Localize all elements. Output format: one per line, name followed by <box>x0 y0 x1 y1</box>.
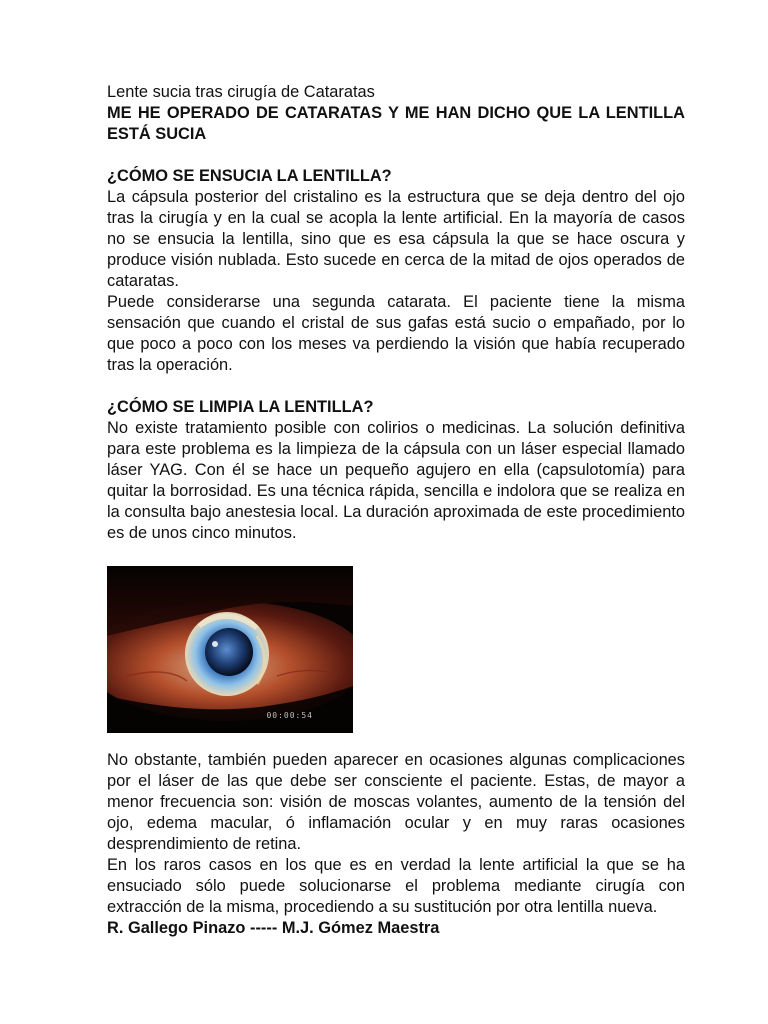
main-title: ME HE OPERADO DE CATARATAS Y ME HAN DICHO QUE LA LENTILLA ESTÁ SUCIA <box>107 104 685 143</box>
paragraph-complicaciones: No obstante, también pueden aparecer en ocasiones algunas complicaciones por el láser de las que debe ser consciente el paciente. Estas, de mayor a menor frecuencia son: visión de moscas volantes, aumento de la tensión del ojo, edema macular, ó inflamación ocular y en muy raras ocasiones desprendimiento de retina. <box>107 751 685 853</box>
section-heading-ensucia: ¿CÓMO SE ENSUCIA LA LENTILLA? <box>107 167 392 185</box>
photo-timestamp: 00:00:54 <box>266 711 313 720</box>
paragraph-capsula: La cápsula posterior del cristalino es la estructura que se deja dentro del ojo tras la cirugía y en la cual se acopla la lente artificial. En la mayoría de casos no se ensucia la lentilla, sino que es esa cápsula la que se hace oscura y produce visión nublada. Esto sucede en cerca de la mitad de ojos operados de cataratas. <box>107 188 685 290</box>
spacer <box>107 376 685 397</box>
authors: R. Gallego Pinazo ----- M.J. Gómez Maestra <box>107 919 440 937</box>
paragraph-cirugia: En los raros casos en los que es en verdad la lente artificial la que se ha ensuciado sólo puede solucionarse el problema mediante cirugía con extracción de la misma, procediendo a su sustitución por otra lentilla nueva. <box>107 856 685 916</box>
spacer <box>107 145 685 166</box>
paragraph-tratamiento: No existe tratamiento posible con colirios o medicinas. La solución definitiva para este problema es la limpieza de la cápsula con un láser especial llamado láser YAG. Con él se hace un pequeño agujero en ella (capsulotomía) para quitar la borrosidad. Es una técnica rápida, sencilla e indolora que se realiza en la consulta bajo anestesia local. La duración aproximada de este procedimiento es de unos cinco minutos. <box>107 419 685 542</box>
eye-photo <box>107 566 353 733</box>
document-page <box>107 82 685 939</box>
header-line: Lente sucia tras cirugía de Cataratas <box>107 83 375 101</box>
paragraph-segunda-catarata: Puede considerarse una segunda catarata. El paciente tiene la misma sensación que cuando el cristal de sus gafas está sucio o empañado, por lo que poco a poco con los meses va perdiendo la visión que había recuperado tras la operación. <box>107 293 685 374</box>
section-heading-limpia: ¿CÓMO SE LIMPIA LA LENTILLA? <box>107 398 374 416</box>
